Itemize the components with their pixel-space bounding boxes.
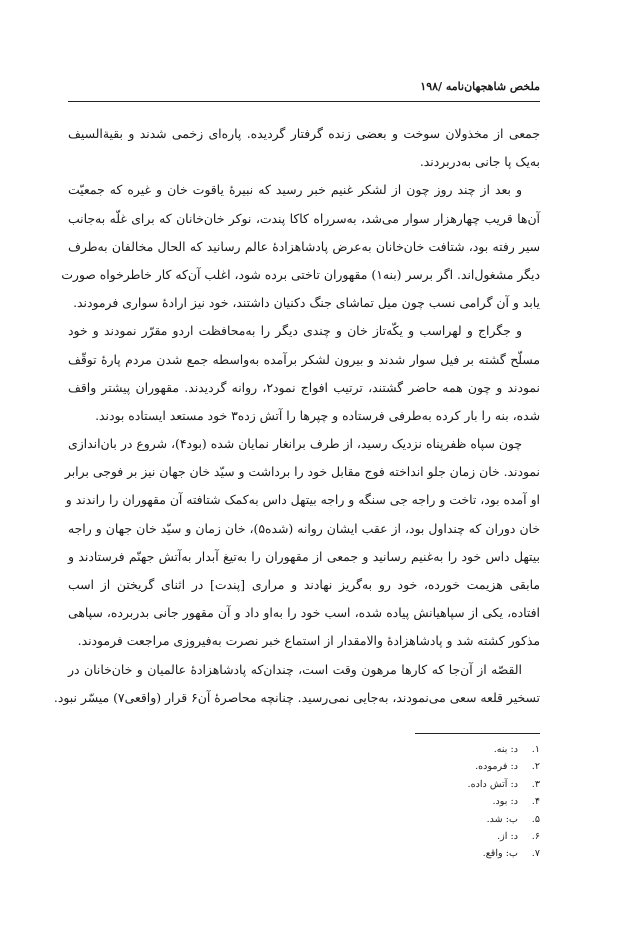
text-line: چون سپاه ظفرپناه نزدیک رسید، از طرف برانغار نمایان شده (بود۴)، شروع در بان‌اندازی (68, 436, 522, 452)
footnote (468, 776, 540, 793)
footnote-number: ۶. (531, 830, 540, 842)
footnote-text: ب: شد. (486, 813, 518, 825)
footnote-text: د: بنه. (493, 744, 518, 755)
text-line: و جگراج و لهراسب و یکّه‌تاز خان و چندی دیگر را به‌محافظت اردو مقرّر نمودند و خود (68, 323, 522, 339)
text-line: بیتهل داس خود را به‌غنیم رسانید و جمعی از مقهوران را به‌تیغ آبدار به‌آتش جهنّم فرستادند و (68, 548, 540, 564)
text-line: القصّه از آن‌جا که کارها مرهون وقت است، چندان‌که پادشاهزادهٔ عالمیان و خان‌خانان در (68, 661, 522, 677)
footnote-number: ۳. (531, 778, 540, 790)
footnote-text: د: از. (497, 830, 518, 842)
footnote (468, 793, 540, 810)
text-line: جمعی از مخذولان سوخت و بعضی زنده گرفتار گردیده. پاره‌ای زخمی شدند و بقیةالسیف (68, 126, 540, 141)
footnote (468, 811, 540, 828)
header-rule (68, 101, 540, 102)
text-line: سیر رفته بود، شتافت خان‌خانان به‌عرض پادشاهزادهٔ عالم رسانید که الحال مخالفان به‌طرف (68, 238, 540, 254)
footnote (468, 758, 540, 775)
footnote-number: ۴. (531, 796, 540, 808)
body-text (53, 120, 540, 712)
text-line: به‌یک پا جانی به‌دربردند. (419, 154, 540, 170)
running-head: ملخص شاهجهان‌نامه /۱۹۸ (420, 80, 540, 93)
footnote-text: د: بود. (492, 796, 518, 808)
text-line: نمودند. خان زمان جلو انداخته فوج مقابل خود را برداشت و سیّد خان جهان نیز بر فوجی برابر (64, 464, 540, 480)
text-line: تسخیر قلعه سعی می‌نمودند، به‌جایی نمی‌رسید. چنانچه محاصرهٔ آن۶ قرار (واقعی۷) میسّر نبود. (53, 689, 540, 705)
text-line: مسلّح گشته بر فیل سوار شدند و بیرون لشکر برآمده به‌واسطه جمع شدن مردم پارهٔ توقّف (68, 351, 540, 367)
text-line: او آمده بود، تاخت و راجه جی سنگه و راجه بیتهل داس به‌کمک شتافته آن مقهوران را راندند و (65, 492, 540, 508)
footnote-text: د: فرموده. (475, 761, 518, 773)
footnote-text: د: آتش داده. (467, 778, 518, 790)
footnote-text: ب: واقع. (482, 848, 518, 860)
text-line: و بعد از چند روز چون از لشکر غنیم خبر رسید که نبیرهٔ یاقوت خان و غیره که جمعیّت (68, 182, 522, 198)
text-line: شده، بنه را بار کرده به‌طرفی فرستاده و چپرها را آتش زده۳ خود مستعد ایستاده بودند. (95, 407, 540, 423)
text-line: یابد و آن گرامی نسب چون میل تماشای جنگ دکنیان داشتند، خود نیز ارادهٔ سواری فرمودند. (73, 295, 540, 311)
text-line: مابقی هزیمت خورده، خود رو به‌گریز نهادند و مراری [پندت] در اثنای گریختن از اسب (68, 577, 540, 592)
text-line: خان دوران که چنداول بود، از عقب ایشان روانه (شده۵)، خان زمان و سیّد خان جهان و راجه (68, 520, 540, 536)
footnote-number: ۲. (531, 761, 540, 773)
footnote (468, 828, 540, 845)
text-line: دیگر مشغول‌اند. اگر برسر (بنه۱) مقهوران تاختی برده شود، اغلب آن‌که کار خاطرخواه صورت (61, 266, 540, 282)
footnote-rule (415, 733, 540, 734)
text-line: افتاده، یکی از سپاهیانش پیاده شده، اسب خود را به‌او داد و آن مقهور جانی بدربرده، سپاهی (68, 605, 540, 621)
footnote-number: ۵. (531, 813, 540, 825)
text-line: نمودند و چون همه حاضر گشتند، ترتیب افواج نمود۲، روانه گردیدند. مقهوران پیشتر واقف (68, 379, 540, 395)
footnote-number: ۱. (531, 744, 540, 755)
text-line: آن‌ها قریب چهارهزار سوار می‌شد، به‌سرراه کاکا پندت، نوکر خان‌خانان که برای غلّه به‌جانب (68, 210, 540, 226)
footnote-number: ۷. (531, 848, 540, 860)
text-line: مذکور کشته شد و پادشاهزادهٔ والامقدار از استماع خبر نصرت به‌فیروزی مراجعت فرمودند. (77, 633, 540, 649)
footnotes (468, 741, 540, 863)
footnote (468, 741, 540, 758)
footnote (468, 845, 540, 862)
